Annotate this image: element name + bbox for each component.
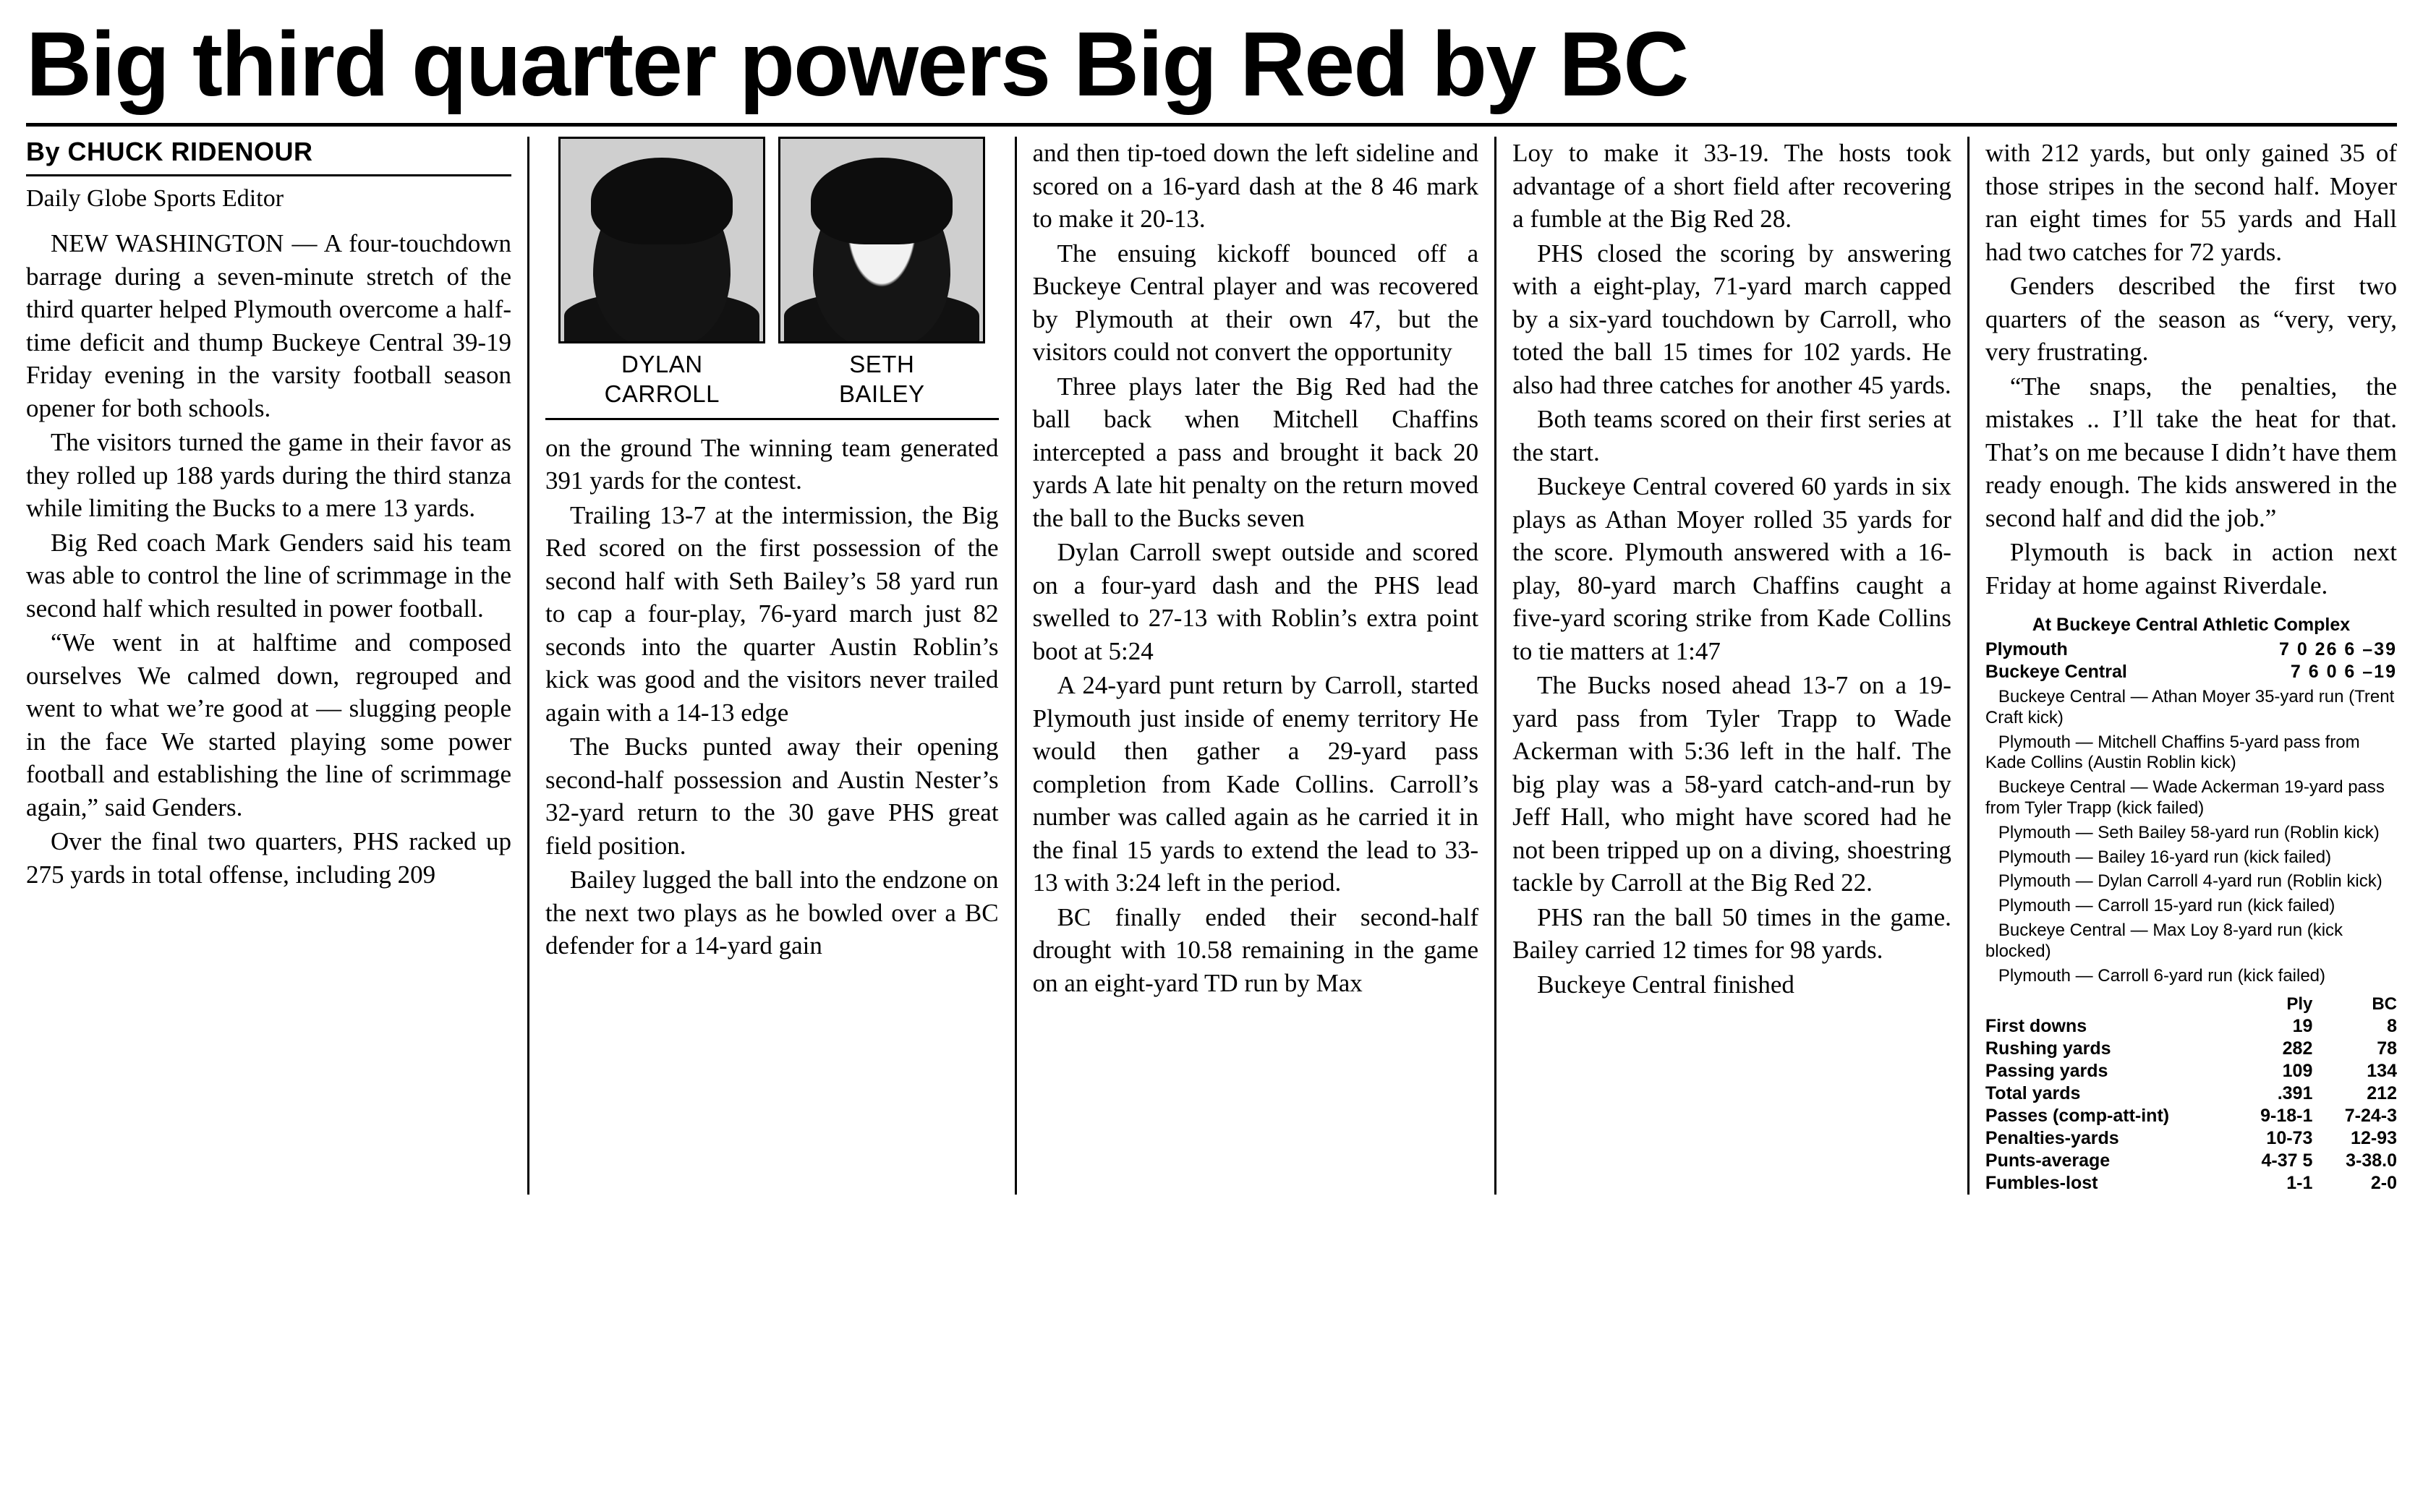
stats-header-label: [1985, 994, 2228, 1015]
scoring-play: Plymouth — Seth Bailey 58-yard run (Roblin kick): [1998, 822, 2380, 842]
stat-ply: 9-18-1: [2260, 1106, 2313, 1127]
table-row: [1985, 1150, 2397, 1172]
byline-title: Daily Globe Sports Editor: [26, 185, 284, 212]
linescore-row: [1985, 638, 2397, 661]
stat-bc: 78: [2377, 1038, 2397, 1059]
stats-header-ply: Ply: [2286, 994, 2313, 1015]
scoring-play: Plymouth — Carroll 6-yard run (kick failed): [1998, 965, 2326, 986]
paragraph: PHS closed the scoring by answering with a eight-play, 71-yard march capped by a six-yard touchdown by Carroll, who toted the ball 15 times for 102 yards. He also had three catches for another 45 yards.: [1512, 239, 1951, 399]
stat-bc: 7-24-3: [2344, 1106, 2397, 1127]
paragraph: Bailey lugged the ball into the endzone on the next two plays as he bowled over a BC defender for a 14-yard gain: [545, 866, 999, 960]
box-score-title: At Buckeye Central Athletic Complex: [2032, 615, 2351, 635]
byline-author: By CHUCK RIDENOUR: [26, 137, 313, 166]
column-3: [1015, 137, 1495, 1195]
linescore-team: Plymouth: [1985, 639, 2068, 659]
photo-caption-first-name: SETH: [849, 351, 915, 377]
newspaper-article-page: [0, 13, 2423, 1512]
paragraph: “The snaps, the penalties, the mistakes .. I’ll take the heat for that. That’s on me because I didn’t have them ready enough. The kids answered in the second half and did the job.”: [1985, 372, 2397, 532]
photo-captions: [545, 349, 999, 409]
paragraph: PHS ran the ball 50 times in the game. Bailey carried 12 times for 98 yards.: [1512, 902, 1951, 964]
scoring-play: Buckeye Central — Athan Moyer 35-yard run (Trent Craft kick): [1985, 687, 2395, 727]
player-photos: [545, 137, 999, 420]
photo-hair: [591, 158, 733, 244]
linescore-scores: 7 6 0 6 –19: [2290, 661, 2397, 682]
paragraph: BC finally ended their second-half drought with 10.58 remaining in the game on an eight-yard TD run by Max: [1032, 902, 1479, 997]
scoring-play: Buckeye Central — Wade Ackerman 19-yard pass from Tyler Trapp (kick failed): [1985, 777, 2385, 818]
table-row: [1985, 1038, 2397, 1060]
stat-label: Passes (comp-att-int): [1985, 1106, 2170, 1127]
stat-bc: 212: [2367, 1083, 2397, 1104]
stat-ply: 10-73: [2266, 1128, 2313, 1149]
photo-caption-last-name: BAILEY: [839, 380, 925, 408]
paragraph: The Bucks nosed ahead 13-7 on a 19-yard pass from Tyler Trapp to Wade Ackerman with 5:36 left in the half. The big play was a 58-yard catch-and-run by Jeff Hall, who might have scored had he not been tripped up on a diving, shoestring tackle by Carroll at the Big Red 22.: [1512, 671, 1951, 897]
stat-label: Punts-average: [1985, 1150, 2111, 1171]
paragraph: and then tip-toed down the left sideline and scored on a 16-yard dash at the 8 46 mark to make it 20-13.: [1032, 139, 1479, 233]
stat-ply: 19: [2292, 1016, 2313, 1037]
stat-label: Total yards: [1985, 1083, 2081, 1104]
photo-row: [545, 137, 999, 343]
box-score-scoring-summary: [1985, 687, 2397, 986]
paragraph: “We went in at halftime and composed ourselves We calmed down, regrouped and went to what we’re good at — slugging people in the face We started playing some power football and establishing the line of scrimmage again,” said Genders.: [26, 628, 512, 821]
paragraph: A 24-yard punt return by Carroll, started Plymouth just inside of enemy territory He would then gather a 29-yard pass completion from Kade Collins. Carroll’s number was called again as he carried it in the final 15 yards to extend the lead to 33-13 with 3:24 left in the period.: [1032, 671, 1479, 897]
column-1: [26, 137, 527, 1195]
paragraph: Plymouth is back in action next Friday at home against Riverdale.: [1985, 538, 2397, 599]
paragraph: The visitors turned the game in their favor as they rolled up 188 yards during the third stanza while limiting the Bucks to a mere 13 yards.: [26, 428, 512, 522]
linescore-row: [1985, 661, 2397, 683]
photo-hair: [811, 158, 953, 244]
scoring-play: Plymouth — Mitchell Chaffins 5-yard pass from Kade Collins (Austin Roblin kick): [1985, 732, 2360, 773]
stat-label: Fumbles-lost: [1985, 1173, 2098, 1194]
table-row: [1985, 1015, 2397, 1038]
photo-caption-dylan-carroll: [558, 349, 765, 409]
table-row: [1985, 1127, 2397, 1150]
paragraph: Genders described the first two quarters of the season as “very, very, very frustrating.: [1985, 272, 2397, 366]
stat-bc: 3-38.0: [2346, 1150, 2397, 1171]
linescore-team: Buckeye Central: [1985, 661, 2127, 682]
stat-ply: 282: [2282, 1038, 2313, 1059]
stat-bc: 12-93: [2351, 1128, 2397, 1149]
scoring-play: Plymouth — Bailey 16-yard run (kick failed): [1998, 847, 2332, 867]
stat-ply: 109: [2282, 1061, 2313, 1082]
table-row: [1985, 1105, 2397, 1127]
scoring-play: Plymouth — Dylan Carroll 4-yard run (Roblin kick): [1998, 871, 2382, 892]
paragraph: with 212 yards, but only gained 35 of those stripes in the second half. Moyer ran eight times for 55 yards and Hall had two catches for 72 yards.: [1985, 139, 2397, 266]
stat-bc: 2-0: [2370, 1173, 2397, 1194]
box-score-linescore: [1985, 638, 2397, 683]
paragraph: The Bucks punted away their opening second-half possession and Austin Nester’s 32-yard return to the 30 gave PHS great field position.: [545, 732, 999, 860]
headline-divider: [26, 123, 2397, 127]
paragraph: Over the final two quarters, PHS racked up 275 yards in total offense, including 209: [26, 827, 512, 889]
paragraph: Trailing 13-7 at the intermission, the Big Red scored on the first possession of the second half with Seth Bailey’s 58 yard run to cap a four-play, 76-yard march just 82 seconds into the quarter Austin Roblin’s kick was good and the visitors never trailed again with a 14-13 edge: [545, 500, 999, 727]
linescore-scores: 7 0 26 6 –39: [2278, 639, 2397, 659]
photo-caption-last-name: CARROLL: [604, 380, 720, 408]
photo-divider: [545, 418, 999, 420]
stat-ply: .391: [2277, 1083, 2313, 1104]
scoring-play: Plymouth — Carroll 15-yard run (kick failed): [1998, 896, 2335, 916]
stat-label: Passing yards: [1985, 1061, 2108, 1082]
team-stats-table: [1985, 994, 2397, 1195]
photo-seth-bailey: [778, 137, 985, 343]
column-2: [527, 137, 1015, 1195]
paragraph: NEW WASHINGTON — A four-touchdown barrage during a seven-minute stretch of the third quarter helped Plymouth overcome a half-time deficit and thump Buckeye Central 39-19 Friday evening in the varsity football season opener for both schools.: [26, 229, 512, 422]
paragraph: The ensuing kickoff bounced off a Buckeye Central player and was recovered by Plymouth at their own 47, but the visitors could not convert the opportunity: [1032, 239, 1479, 366]
paragraph: Loy to make it 33-19. The hosts took advantage of a short field after recovering a fumble at the Big Red 28.: [1512, 139, 1951, 233]
column-4: [1494, 137, 1967, 1195]
stat-ply: 4-37 5: [2261, 1150, 2313, 1171]
paragraph: Dylan Carroll swept outside and scored on a four-yard dash and the PHS lead swelled to 27-13 with Roblin’s extra point boot at 5:24: [1032, 538, 1479, 665]
byline-divider: [26, 174, 511, 176]
photo-caption-seth-bailey: [778, 349, 985, 409]
stats-header-bc: BC: [2372, 994, 2397, 1015]
stat-ply: 1-1: [2286, 1173, 2313, 1194]
paragraph: Big Red coach Mark Genders said his team was able to control the line of scrimmage in the second half which resulted in power football.: [26, 528, 512, 623]
scoring-play: Buckeye Central — Max Loy 8-yard run (kick blocked): [1985, 920, 2343, 961]
table-row: [1985, 1060, 2397, 1082]
photo-dylan-carroll: [558, 137, 765, 343]
stat-label: Rushing yards: [1985, 1038, 2111, 1059]
paragraph: Both teams scored on their first series at the start.: [1512, 405, 1951, 466]
photo-caption-first-name: DYLAN: [621, 351, 703, 377]
paragraph: Buckeye Central finished: [1537, 970, 1794, 999]
table-row: [1985, 1172, 2397, 1195]
paragraph: on the ground The winning team generated 391 yards for the contest.: [545, 433, 999, 495]
stat-label: Penalties-yards: [1985, 1128, 2119, 1149]
paragraph: Buckeye Central covered 60 yards in six plays as Athan Moyer rolled 35 yards for the score. Plymouth answered with a 16-play, 80-yard march Chaffins caught a five-yard scoring strike from Kade Collins to tie matters at 1:47: [1512, 472, 1951, 665]
table-row: [1985, 1082, 2397, 1105]
paragraph: Three plays later the Big Red had the ball back when Mitchell Chaffins intercepted a pass and brought it back 20 yards A late hit penalty on the return moved the ball to the Bucks seven: [1032, 372, 1479, 532]
table-header-row: [1985, 994, 2397, 1015]
stat-label: First downs: [1985, 1016, 2087, 1037]
stat-bc: 134: [2367, 1061, 2397, 1082]
stat-bc: 8: [2387, 1016, 2397, 1037]
column-5: [1967, 137, 2397, 1195]
article-columns: [26, 137, 2397, 1195]
page-title: Big third quarter powers Big Red by BC: [26, 13, 1688, 115]
box-score: [1985, 615, 2397, 1195]
